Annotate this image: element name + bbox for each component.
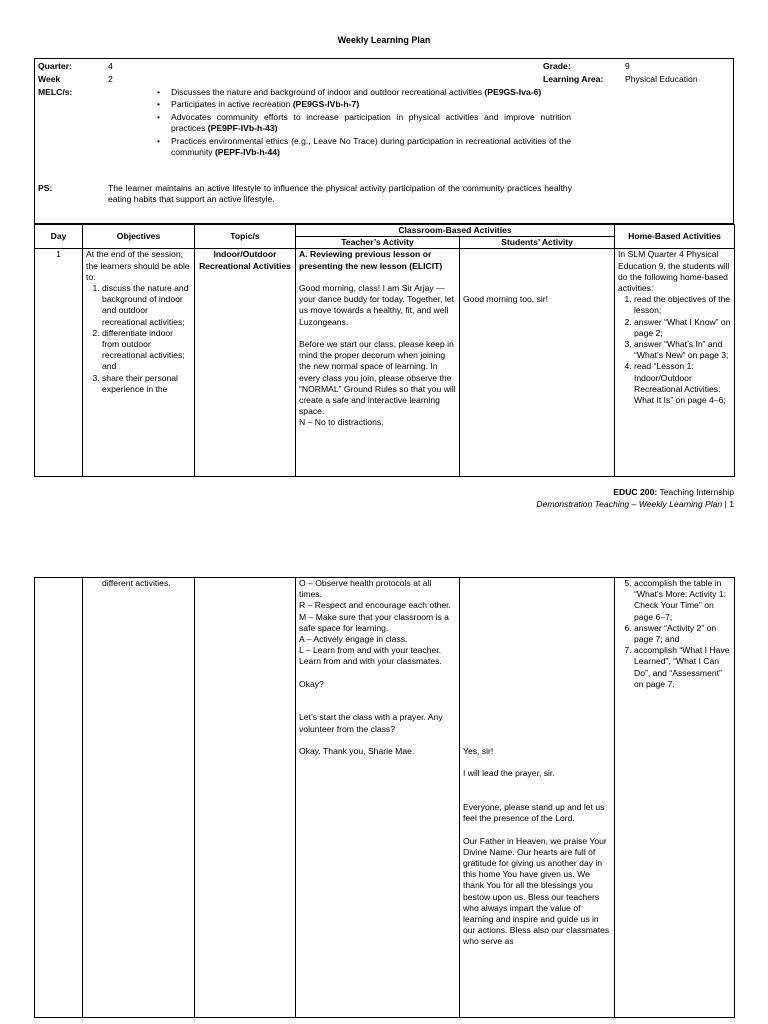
learning-area-label: Learning Area: bbox=[543, 74, 604, 84]
teacher-rule: O – Observe health protocols at all times. bbox=[299, 578, 432, 600]
student-yes: Yes, sir! bbox=[463, 746, 494, 756]
header-teacher-activity: Teacher’s Activity bbox=[296, 237, 460, 249]
learning-area-value: Physical Education bbox=[625, 74, 698, 84]
plan-table-page-1 bbox=[34, 224, 735, 477]
day-cell: 1 bbox=[35, 249, 83, 477]
topic-cell: Indoor/Outdoor Recreational Activities bbox=[195, 249, 296, 477]
document-title: Weekly Learning Plan bbox=[337, 35, 431, 45]
home-activities-cell-continued bbox=[615, 578, 735, 1018]
page-footer bbox=[536, 486, 734, 510]
melc-item: • Practices environmental ethics (e.g., Leave No Trace) during participation in recreational activities of the community (PEPF-IVb-h-44) bbox=[171, 136, 571, 159]
objective-item: 1. discuss the nature and background of indoor and outdoor recreational activities; bbox=[102, 283, 191, 328]
home-activity-item: 7. accomplish “What I Have Learned”, “What I Can Do”, and “Assessment” on page 7. bbox=[634, 645, 731, 690]
teacher-okay: Okay? bbox=[299, 678, 324, 689]
melc-list bbox=[171, 87, 571, 159]
home-activity-item: 2. answer “What I Know” on page 2; bbox=[634, 317, 731, 339]
plan-table-page-2 bbox=[34, 577, 735, 1018]
week-label: Week bbox=[38, 74, 61, 84]
home-activity-item: 6. answer “Activity 2” on page 7; and bbox=[634, 623, 731, 645]
header-info-box bbox=[34, 58, 734, 224]
header-home-activities: Home-Based Activities bbox=[615, 225, 735, 249]
grade-label: Grade: bbox=[543, 61, 571, 71]
teacher-greeting: Good morning, class! I am Sir Arjay —your dance buddy for today. Together, let us move towards a healthy, fit, and well Luzongeans. bbox=[299, 283, 454, 327]
objectives-cell-continued bbox=[83, 578, 195, 1018]
objectives-continued: different activities. bbox=[102, 578, 171, 588]
teacher-activity-cell bbox=[296, 249, 460, 477]
day-cell-continued bbox=[35, 578, 83, 1018]
header-topics: Topic/s bbox=[195, 225, 296, 249]
objectives-list bbox=[86, 283, 191, 395]
teacher-rule: L – Learn from and with your teacher. Learn from and with your classmates. bbox=[299, 645, 442, 667]
home-activity-item: 3. answer “What’s In” and “What’s New” on page 3; bbox=[634, 339, 731, 361]
grade-value: 9 bbox=[625, 61, 630, 71]
objective-item: 2. differentiate indoor from outdoor recreational activities; and bbox=[102, 328, 191, 373]
students-activity-cell bbox=[460, 249, 615, 477]
ps-text: The learner maintains an active lifestyle to influence the physical activity participation of the community practices healthy eating habits that support an active lifestyle. bbox=[108, 183, 572, 205]
teacher-prayer-request: Let’s start the class with a prayer. Any volunteer from the class? bbox=[299, 712, 443, 734]
topic-cell-continued bbox=[195, 578, 296, 1018]
header-objectives: Objectives bbox=[83, 225, 195, 249]
teacher-rule: R – Respect and encourage each other. bbox=[299, 600, 451, 611]
student-stand-up: Everyone, please stand up and let us feel the presence of the Lord. bbox=[463, 801, 605, 824]
footer-page-number: 1 bbox=[729, 499, 734, 509]
home-activity-item: 1. read the objectives of the lesson; bbox=[634, 294, 731, 316]
quarter-value: 4 bbox=[108, 61, 113, 71]
teacher-activity-heading: A. Reviewing previous lesson or presenting the new lesson (ELICIT) bbox=[299, 249, 443, 271]
home-activities-cell bbox=[615, 249, 735, 477]
header-classroom-activities: Classroom-Based Activities bbox=[296, 225, 615, 237]
objective-item: 3. share their personal experience in the bbox=[102, 373, 191, 395]
footer-subtitle: Demonstration Teaching – Weekly Learning Plan bbox=[536, 499, 723, 509]
teacher-rule: M – Make sure that your classroom is a safe space for learning. bbox=[299, 611, 449, 633]
melc-item: • Discusses the nature and background of indoor and outdoor recreational activities (PE9GS-Iva-6) bbox=[171, 87, 571, 98]
footer-course-name: Teaching Internship bbox=[657, 487, 734, 497]
student-prayer: Our Father in Heaven, we praise Your Divine Name. Our hearts are full of gratitude for giving us another day in this home You have given us. We thank You for all the blessings you bestow upon us. Bless our teachers who always impart the value of learning and inspire and guide us in our actions. Bless also our classmates who serve as bbox=[463, 835, 610, 947]
quarter-label: Quarter: bbox=[38, 61, 72, 71]
home-activities-list bbox=[618, 294, 731, 406]
header-students-activity: Students’ Activity bbox=[460, 237, 615, 249]
melc-item: • Advocates community efforts to increase participation in physical activities and improve nutrition practices (PE9PF-IVb-h-43) bbox=[171, 112, 571, 135]
teacher-thanks: Okay. Thank you, Sharie Mae. bbox=[299, 745, 415, 756]
page-2 bbox=[0, 520, 768, 1024]
teacher-activity-cell-continued bbox=[296, 578, 460, 1018]
footer-separator: | bbox=[722, 499, 730, 509]
student-greeting-reply: Good morning too, sir! bbox=[463, 294, 549, 305]
ps-label: PS: bbox=[38, 183, 53, 193]
melc-item: • Participates in active recreation (PE9GS-IVb-h-7) bbox=[171, 99, 571, 110]
home-intro: In SLM Quarter 4 Physical Education 9, the students will do the following home-based activities: bbox=[618, 249, 730, 294]
melc-label: MELC/s: bbox=[38, 87, 73, 97]
home-activity-item: 4. read “Lesson 1: Indoor/Outdoor Recreational Activities: What It Is” on page 4–6; bbox=[634, 361, 731, 406]
teacher-decorum: Before we start our class, please keep in mind the proper decorum when joining the new normal space of learning. In every class you join, please observe the “NORMAL” Ground Rules so that you will create a safe and interactive learning space. bbox=[299, 339, 456, 417]
students-activity-cell-continued bbox=[460, 578, 615, 1018]
header-day: Day bbox=[35, 225, 83, 249]
student-lead-prayer: I will lead the prayer, sir. bbox=[463, 768, 555, 779]
objectives-cell bbox=[83, 249, 195, 477]
home-activity-item: 5. accomplish the table in “What’s More: Activity 1: Check Your Time” on page 6–7; bbox=[634, 578, 731, 623]
teacher-rule-n: N – No to distractions. bbox=[299, 417, 384, 428]
home-activities-list-continued bbox=[618, 578, 731, 690]
week-value: 2 bbox=[108, 74, 113, 84]
objectives-intro: At the end of the session, the learners should be able to: bbox=[86, 249, 190, 282]
footer-course-code: EDUC 200: bbox=[613, 487, 658, 497]
teacher-rule: A – Actively engage in class. bbox=[299, 634, 408, 645]
